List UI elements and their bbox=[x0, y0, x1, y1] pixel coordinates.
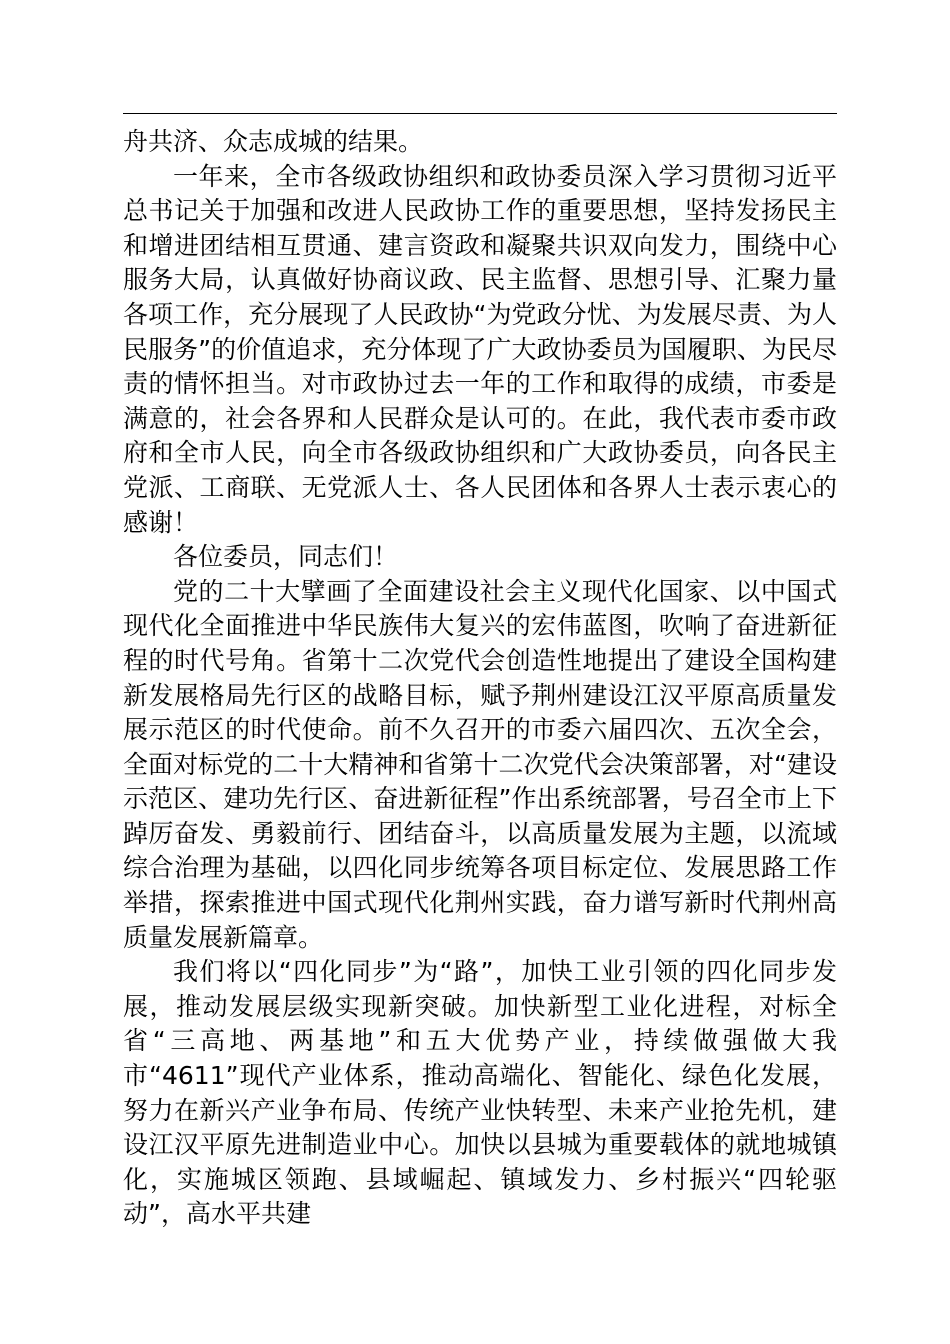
body-text bbox=[123, 125, 837, 1232]
paragraph-cppcc-work: 一年来，全市各级政协组织和政协委员深入学习贯彻习近平总书记关于加强和改进人民政协工作的重要思想，坚持发扬民主和增进团结相互贯通、建言资政和凝聚共识双向发力，围绕中心服务大局，认真做好协商议政、民主监督、思想引导、汇聚力量各项工作，充分展现了人民政协“为党政分忧、为发展尽责、为人民服务”的价值追求，充分体现了广大政协委员为国履职、为民尽责的情怀担当。对市政协过去一年的工作和取得的成绩，市委是满意的，社会各界和人民群众是认可的。在此，我代表市委市政府和全市人民，向全市各级政协组织和广大政协委员，向各民主党派、工商联、无党派人士、各人民团体和各界人士表示衷心的感谢！ bbox=[123, 161, 837, 537]
paragraph-party-congress: 党的二十大擘画了全面建设社会主义现代化国家、以中国式现代化全面推进中华民族伟大复兴的宏伟蓝图，吹响了奋进新征程的时代号角。省第十二次党代会创造性地提出了建设全国构建新发展格局先行区的战略目标，赋予荆州建设江汉平原高质量发展示范区的时代使命。前不久召开的市委六届四次、五次全会，全面对标党的二十大精神和省第十二次党代会决策部署，对“建设示范区、建功先行区、奋进新征程”作出系统部署，号召全市上下踔厉奋发、勇毅前行、团结奋斗，以高质量发展为主题，以流域综合治理为基础，以四化同步统筹各项目标定位、发展思路工作举措，探索推进中国式现代化荆州实践，奋力谱写新时代荆州高质量发展新篇章。 bbox=[123, 576, 837, 952]
header-rule bbox=[123, 113, 837, 114]
paragraph-salutation: 各位委员，同志们！ bbox=[173, 542, 399, 572]
paragraph-four-modernizations: 我们将以“四化同步”为“路”，加快工业引领的四化同步发展，推动发展层级实现新突破。加快新型工业化进程，对标全省“三高地、两基地”和五大优势产业，持续做强做大我市“4611”现代产业体系，推动高端化、智能化、绿色化发展，努力在新兴产业争布局、传统产业快转型、未来产业抢先机，建设江汉平原先进制造业中心。加快以县城为重要载体的就地城镇化，实施城区领跑、县域崛起、镇域发力、乡村振兴“四轮驱动”，高水平共建 bbox=[123, 957, 837, 1229]
paragraph-continuation: 舟共济、众志成城的结果。 bbox=[123, 127, 424, 156]
